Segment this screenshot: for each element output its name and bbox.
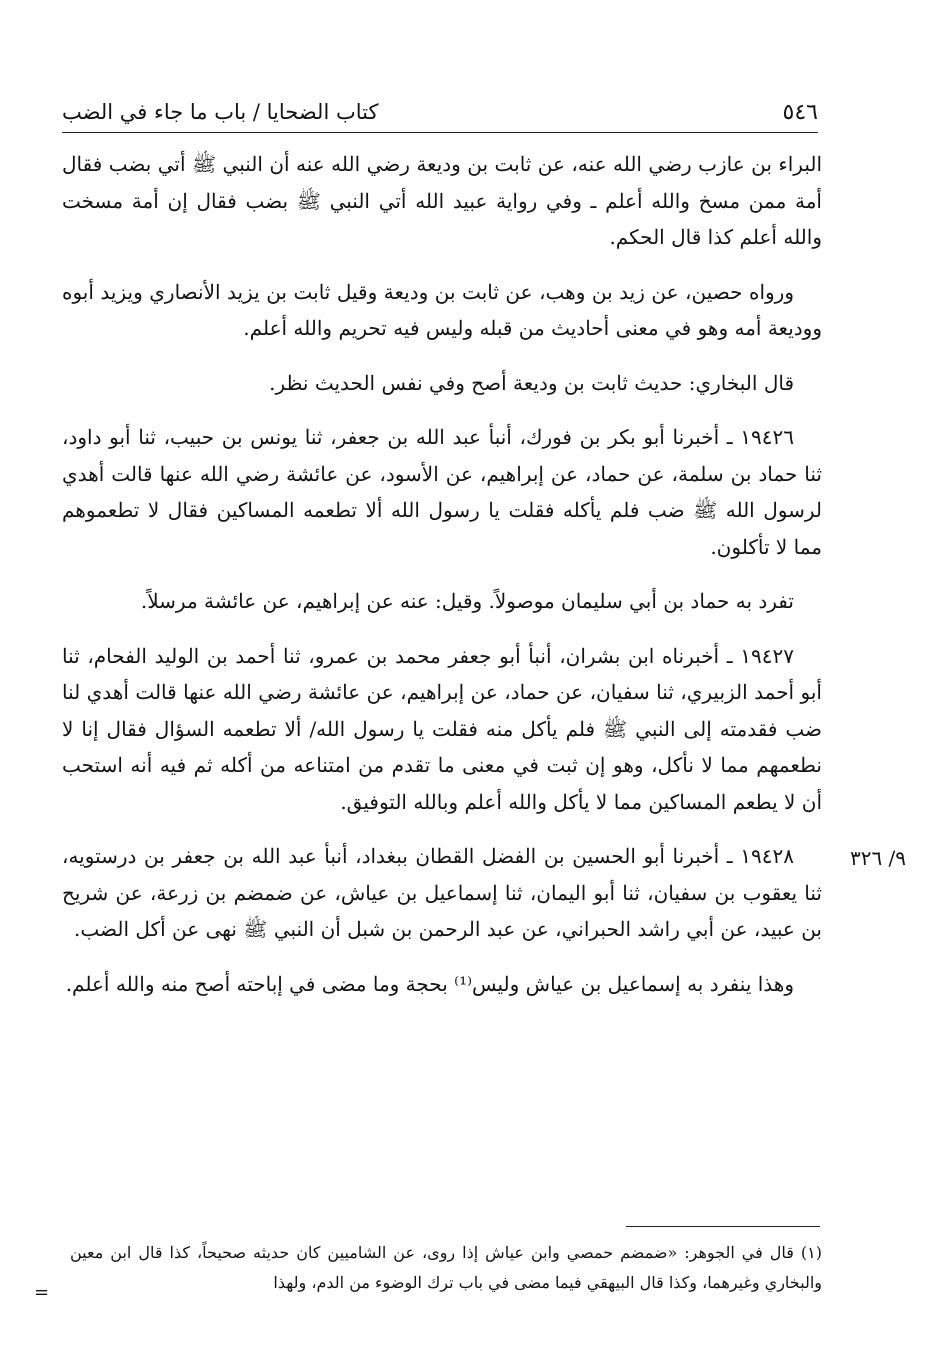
paragraph: ١٩٤٢٦ ـ أخبرنا أبو بكر بن فورك، أنبأ عبد الله بن جعفر، ثنا يونس بن حبيب، ثنا أبو داود، ثنا حماد بن سلمة، عن حماد، عن إبراهيم، عن الأسود، عن عائشة رضي الله عنها قالت أهدي لرسول الله ﷺ ضب فلم يأكله فقلت يا رسول الله ألا تطعمه المساكين فقال لا تطعموهم مما لا تأكلون. xyxy=(62,425,822,559)
page-header xyxy=(62,92,818,133)
running-title: كتاب الضحايا / باب ما جاء في الضب xyxy=(62,100,379,124)
continuation-mark: = xyxy=(34,1282,50,1303)
footnote-divider xyxy=(626,1226,820,1227)
paragraph: وهذا ينفرد به إسماعيل بن عياش وليس⁽¹⁾ بحجة وما مضى في إباحته أصح منه والله أعلم. xyxy=(65,971,794,996)
footnote: (١) قال في الجوهر: «ضمضم حمصي وابن عياش إذا روى، عن الشاميين كان حديثه صحيحاً، كذا قال ابن معين والبخاري وغيرهما، وكذا قال البيهقي فيما مضى في باب ترك الوضوء من الدم، ولهذا xyxy=(70,1243,822,1292)
margin-reference: ٩/ ٣٢٦ xyxy=(849,846,907,870)
footnotes xyxy=(70,1238,822,1298)
main-text xyxy=(62,146,822,1020)
paragraph: قال البخاري: حديث ثابت بن وديعة أصح وفي نفس الحديث نظر. xyxy=(269,370,794,395)
paragraph: البراء بن عازب رضي الله عنه، عن ثابت بن وديعة رضي الله عنه أن النبي ﷺ أتي بضب فقال أمة ممن مسخ والله أعلم ـ وفي رواية عبيد الله أتي النبي ﷺ بضب فقال إن أمة مسخت والله أعلم كذا قال الحكم. xyxy=(62,152,822,249)
paragraph: ورواه حصين، عن زيد بن وهب، عن ثابت بن وديعة وقيل ثابت بن يزيد الأنصاري ويزيد أبوه ووديعة أمه وهو في معنى أحاديث من قبله وليس فيه تحريم والله أعلم. xyxy=(62,279,822,340)
paragraph: ١٩٤٢٧ ـ أخبرناه ابن بشران، أنبأ أبو جعفر محمد بن عمرو، ثنا أحمد بن الوليد الفحام، ثنا أبو أحمد الزبيري، ثنا سفيان، عن حماد، عن إبراهيم، عن عائشة رضي الله عنها قالت أهدي لنا ضب فقدمته إلى النبي ﷺ فلم يأكل منه فقلت يا رسول الله/ ألا تطعمه السؤال فقال إنا لا نطعمهم مما لا نأكل، وهو إن ثبت في معنى ما تقدم من امتناعه من أكله ثم فيه أنه استحب أن لا يطعم المساكين مما لا يأكل والله أعلم وبالله التوفيق. xyxy=(62,643,822,814)
paragraph: تفرد به حماد بن أبي سليمان موصولاً. وقيل: عنه عن إبراهيم، عن عائشة مرسلاً. xyxy=(140,589,794,613)
page-number: ٥٤٦ xyxy=(782,99,818,125)
paragraph: ١٩٤٢٨ ـ أخبرنا أبو الحسين بن الفضل القطان ببغداد، أنبأ عبد الله بن جعفر بن درستويه، ثنا يعقوب بن سفيان، ثنا أبو اليمان، ثنا إسماعيل بن عياش، عن ضمضم بن زرعة، عن شريح بن عبيد، عن أبي راشد الحبراني، عن عبد الرحمن بن شبل أن النبي ﷺ نهى عن أكل الضب. xyxy=(62,844,822,941)
